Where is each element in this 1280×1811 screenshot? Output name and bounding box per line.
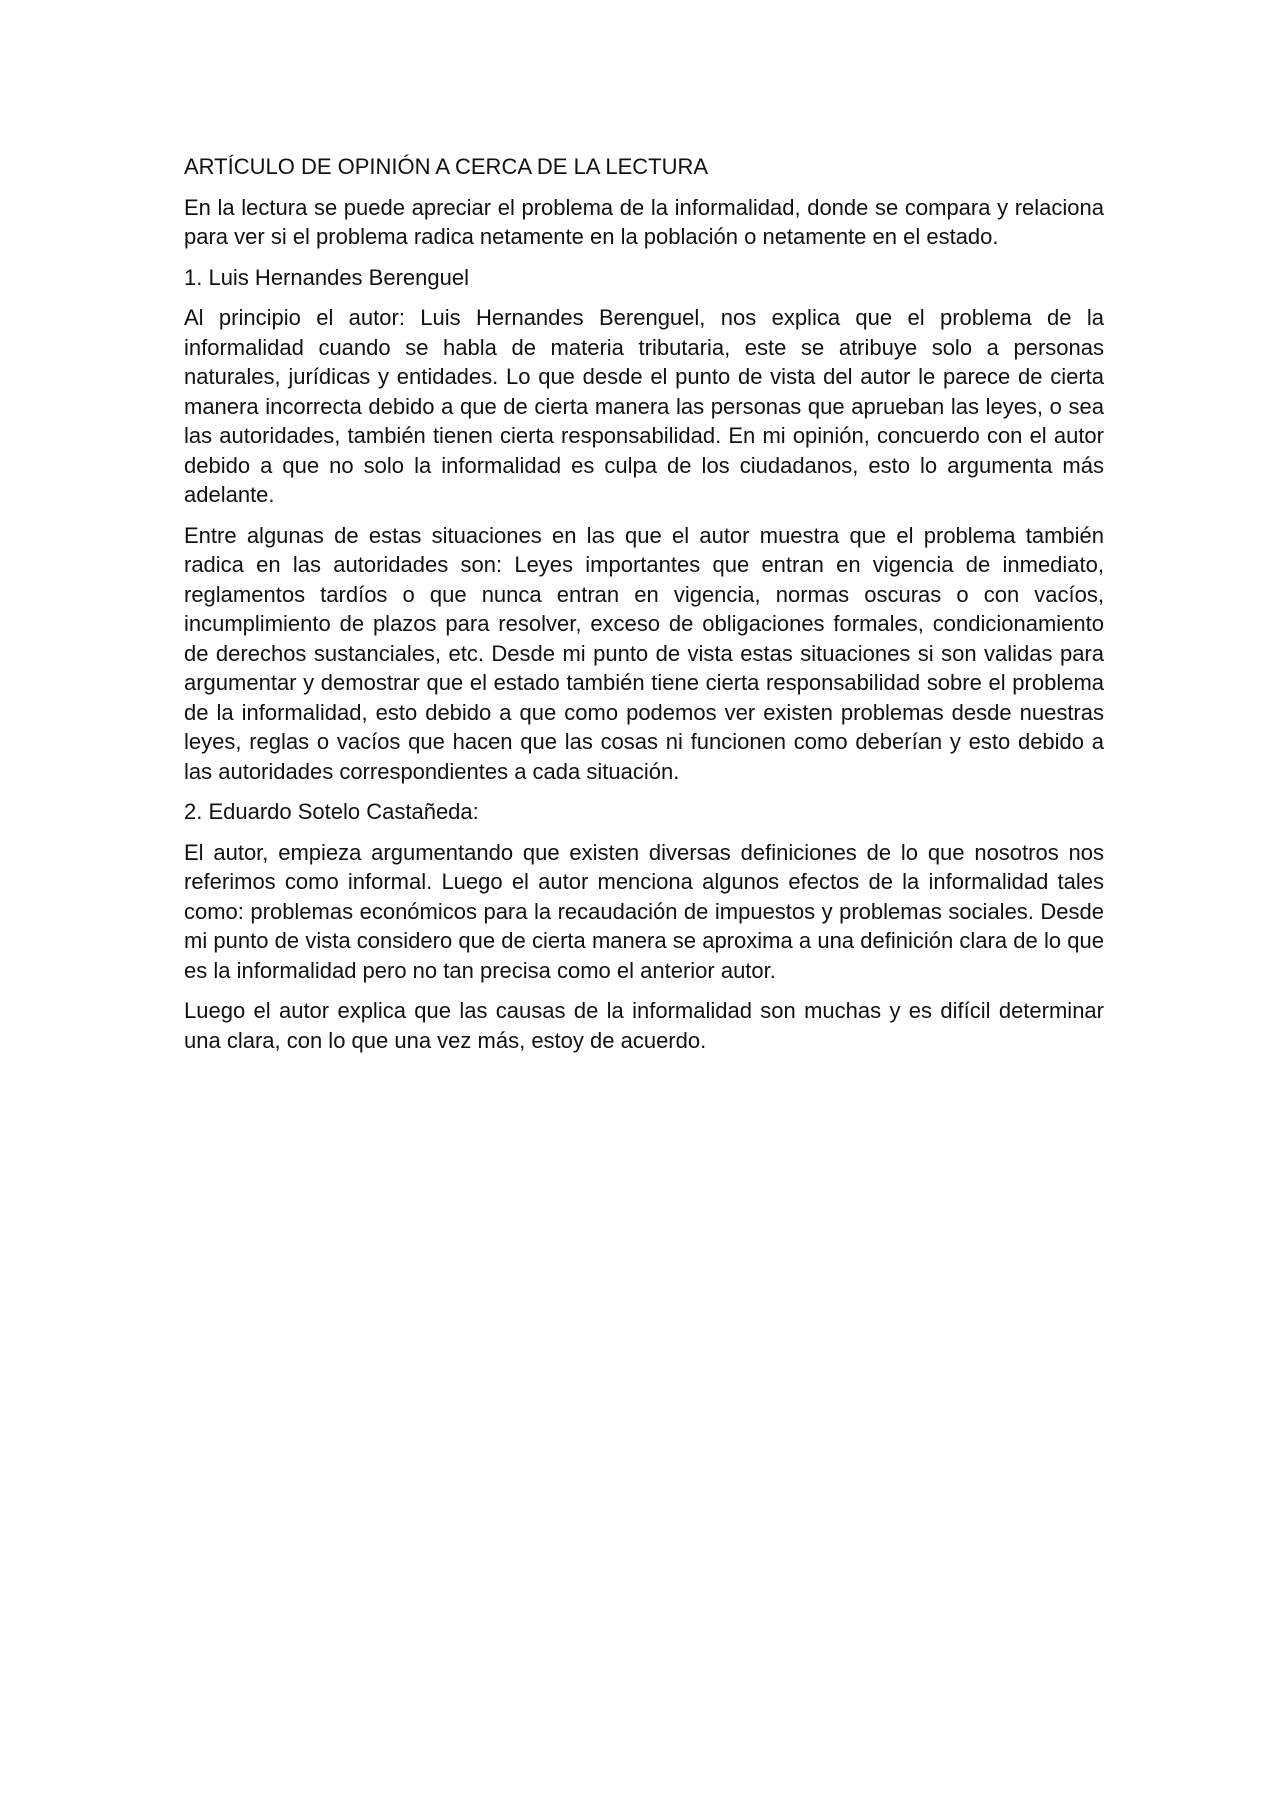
document-title: ARTÍCULO DE OPINIÓN A CERCA DE LA LECTURA xyxy=(184,154,709,179)
paragraph-berenguel-2: Entre algunas de estas situaciones en las que el autor muestra que el problema también radica en las autoridades son: Leyes importantes que entran en vigencia de inmediato, reglamentos tardíos o que nunca entran en vigencia, normas oscuras o con vacíos, incumplimiento de plazos para resolver, exceso de obligaciones formales, condicionamiento de derechos sustanciales, etc. Desde mi punto de vista estas situaciones si son validas para argumentar y demostrar que el estado también tiene cierta responsabilidad sobre el problema de la informalidad, esto debido a que como podemos ver existen problemas desde nuestras leyes, reglas o vacíos que hacen que las cosas ni funcionen como deberían y esto debido a las autoridades correspondientes a cada situación. xyxy=(184,522,1104,784)
intro-paragraph: En la lectura se puede apreciar el problema de la informalidad, donde se compara y relaciona para ver si el problema radica netamente en la población o netamente en el estado. xyxy=(184,194,1104,249)
paragraph-berenguel-1: Al principio el autor: Luis Hernandes Berenguel, nos explica que el problema de la informalidad cuando se habla de materia tributaria, este se atribuye solo a personas naturales, jurídicas y entidades. Lo que desde el punto de vista del autor le parece de cierta manera incorrecta debido a que de cierta manera las personas que aprueban las leyes, o sea las autoridades, también tienen cierta responsabilidad. En mi opinión, concuerdo con el autor debido a que no solo la informalidad es culpa de los ciudadanos, esto lo argumenta más adelante. xyxy=(184,305,1104,507)
section-heading-berenguel: 1. Luis Hernandes Berenguel xyxy=(184,264,469,290)
document-body xyxy=(184,152,1104,1066)
section-heading-sotelo: 2. Eduardo Sotelo Castañeda: xyxy=(184,799,479,824)
paragraph-sotelo-1: El autor, empieza argumentando que existen diversas definiciones de lo que nosotros nos referimos como informal. Luego el autor menciona algunos efectos de la informalidad tales como: problemas económicos para la recaudación de impuestos y problemas sociales. Desde mi punto de vista considero que de cierta manera se aproxima a una definición clara de lo que es la informalidad pero no tan precisa como el anterior autor. xyxy=(184,839,1104,983)
paragraph-sotelo-2: Luego el autor explica que las causas de la informalidad son muchas y es difícil determinar una clara, con lo que una vez más, estoy de acuerdo. xyxy=(184,998,1104,1053)
